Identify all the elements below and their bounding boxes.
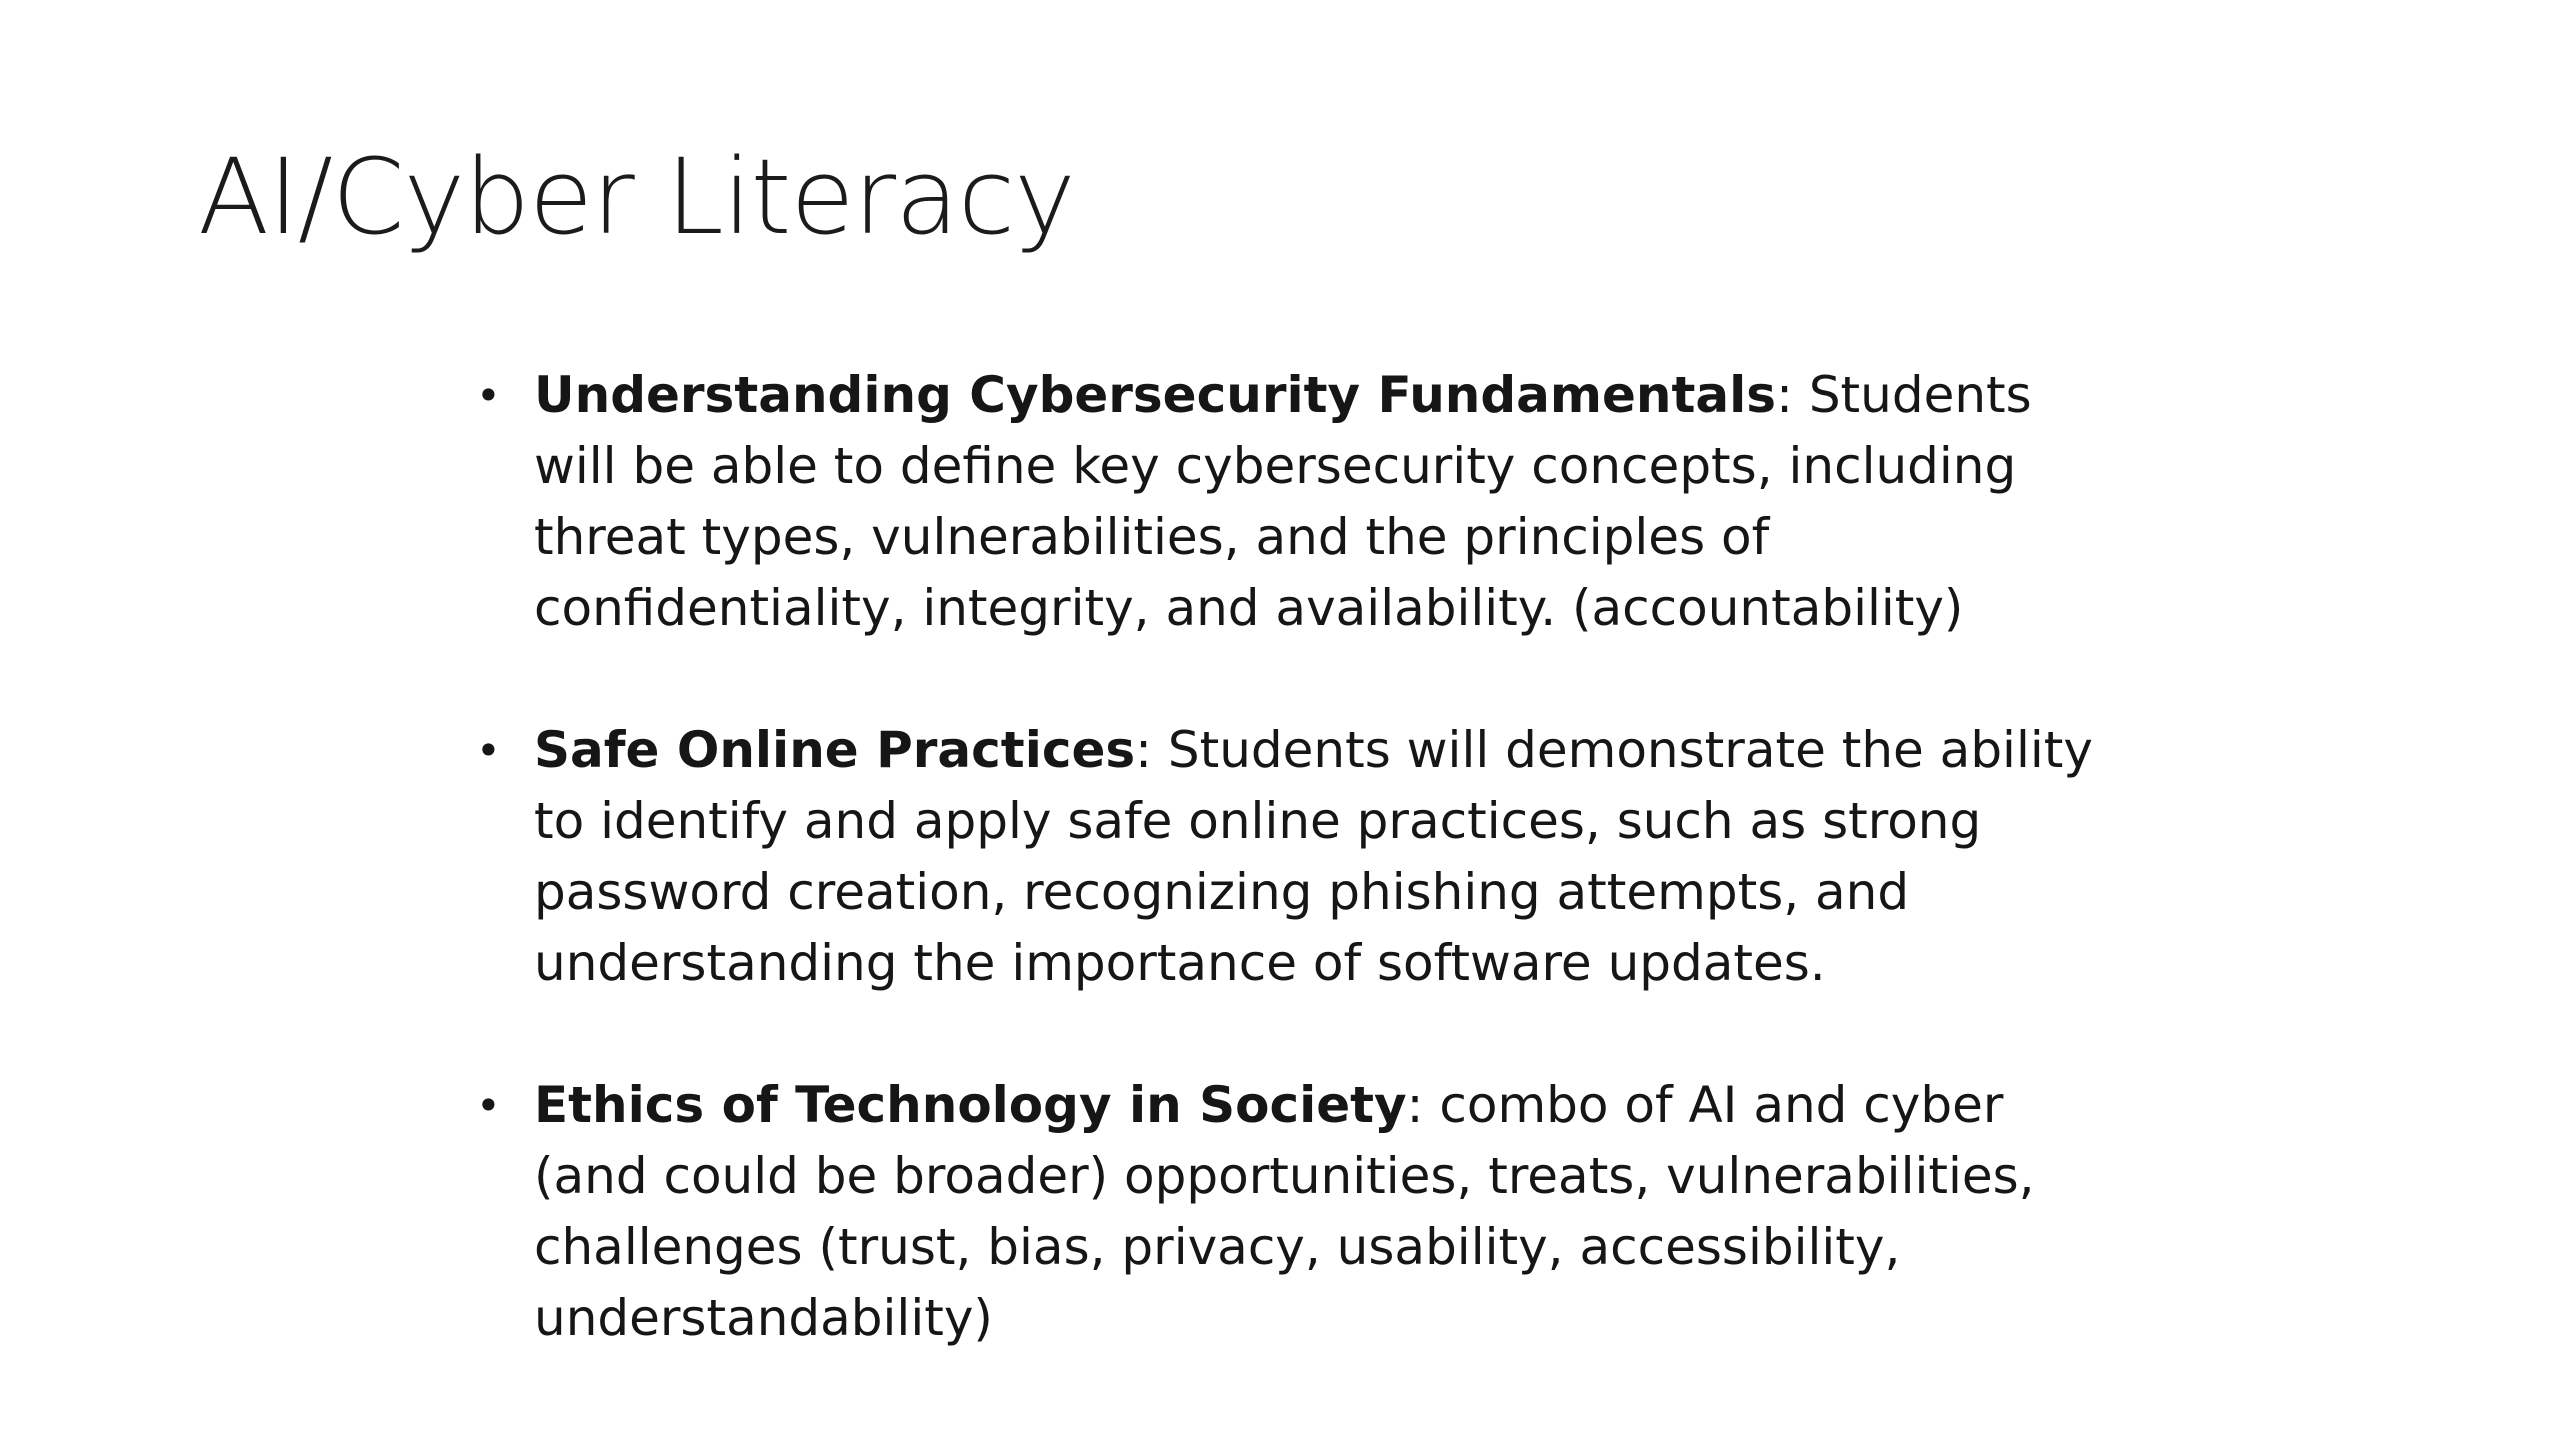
- bullet-item-cybersecurity-fundamentals: [470, 360, 2130, 644]
- bullet-body: : combo of AI and cyber (and could be broader) opportunities, treats, vulnerabilities, challenges (trust, bias, privacy, usability, accessibility, understandability): [534, 1076, 2035, 1347]
- bullet-dot-icon: •: [476, 726, 501, 775]
- bullet-item-safe-online-practices: [470, 715, 2130, 999]
- bullet-dot-icon: •: [476, 1081, 501, 1130]
- bullet-dot-icon: •: [476, 371, 501, 420]
- bullet-body: : Students will demonstrate the ability to identify and apply safe online practices, such as strong password creation, recognizing phishing attempts, and understanding the importance of software updates.: [534, 721, 2093, 992]
- bullet-heading: Ethics of Technology in Society: [534, 1076, 1407, 1134]
- bullet-list: [470, 360, 2130, 1354]
- bullet-body: : Students will be able to define key cybersecurity concepts, including threat types, vulnerabilities, and the principles of confidentiality, integrity, and availability. (accountability): [534, 366, 2032, 637]
- bullet-heading: Safe Online Practices: [534, 721, 1136, 779]
- slide-title: AI/Cyber Literacy: [198, 136, 1075, 258]
- bullet-heading: Understanding Cybersecurity Fundamentals: [534, 366, 1777, 424]
- bullet-item-ethics-of-technology: [470, 1070, 2130, 1354]
